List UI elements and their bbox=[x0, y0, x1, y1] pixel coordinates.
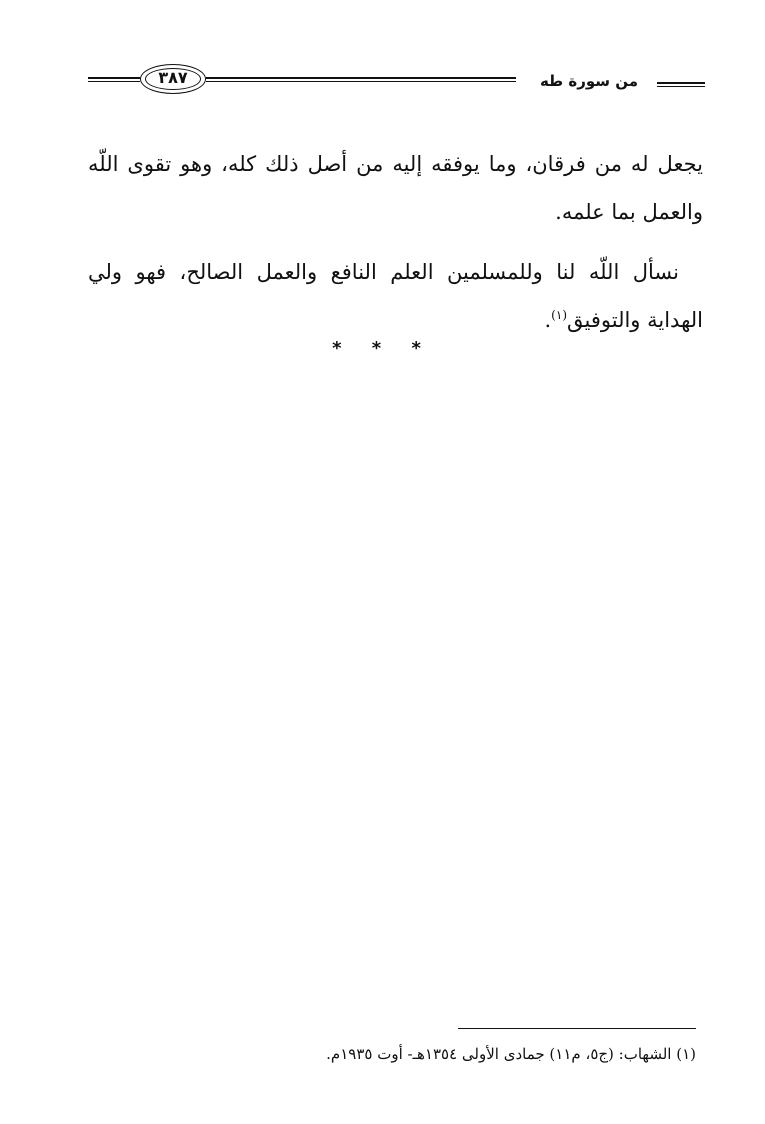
page-number-frame bbox=[140, 64, 206, 94]
footnote-1: (١) الشهاب: (ج٥، م١١) جمادى الأولى ١٣٥٤هـ- أوت ١٩٣٥م. bbox=[326, 1045, 696, 1063]
paragraph-1-text: يجعل له من فرقان، وما يوفقه إليه من أصل ذلك كله، وهو تقوى اللّه والعمل بما علمه. bbox=[88, 152, 703, 224]
paragraph-2-end: . bbox=[544, 308, 552, 332]
footnote-reference[interactable]: (١) bbox=[551, 308, 567, 322]
section-separator: * * * bbox=[332, 338, 433, 359]
paragraph-1 bbox=[88, 140, 703, 236]
running-header bbox=[88, 62, 705, 102]
page-number: ٣٨٧ bbox=[158, 68, 188, 87]
main-text bbox=[88, 140, 703, 356]
paragraph-2-text: نسأل اللّه لنا وللمسلمين العلم النافع والعمل الصالح، فهو ولي الهداية والتوفيق bbox=[88, 260, 703, 332]
footnote-divider bbox=[458, 1028, 696, 1029]
header-rule-middle bbox=[206, 77, 516, 82]
header-rule-left bbox=[88, 77, 140, 82]
header-rule-right bbox=[657, 82, 705, 87]
paragraph-2 bbox=[88, 248, 703, 344]
running-title: من سورة طه bbox=[539, 72, 639, 90]
